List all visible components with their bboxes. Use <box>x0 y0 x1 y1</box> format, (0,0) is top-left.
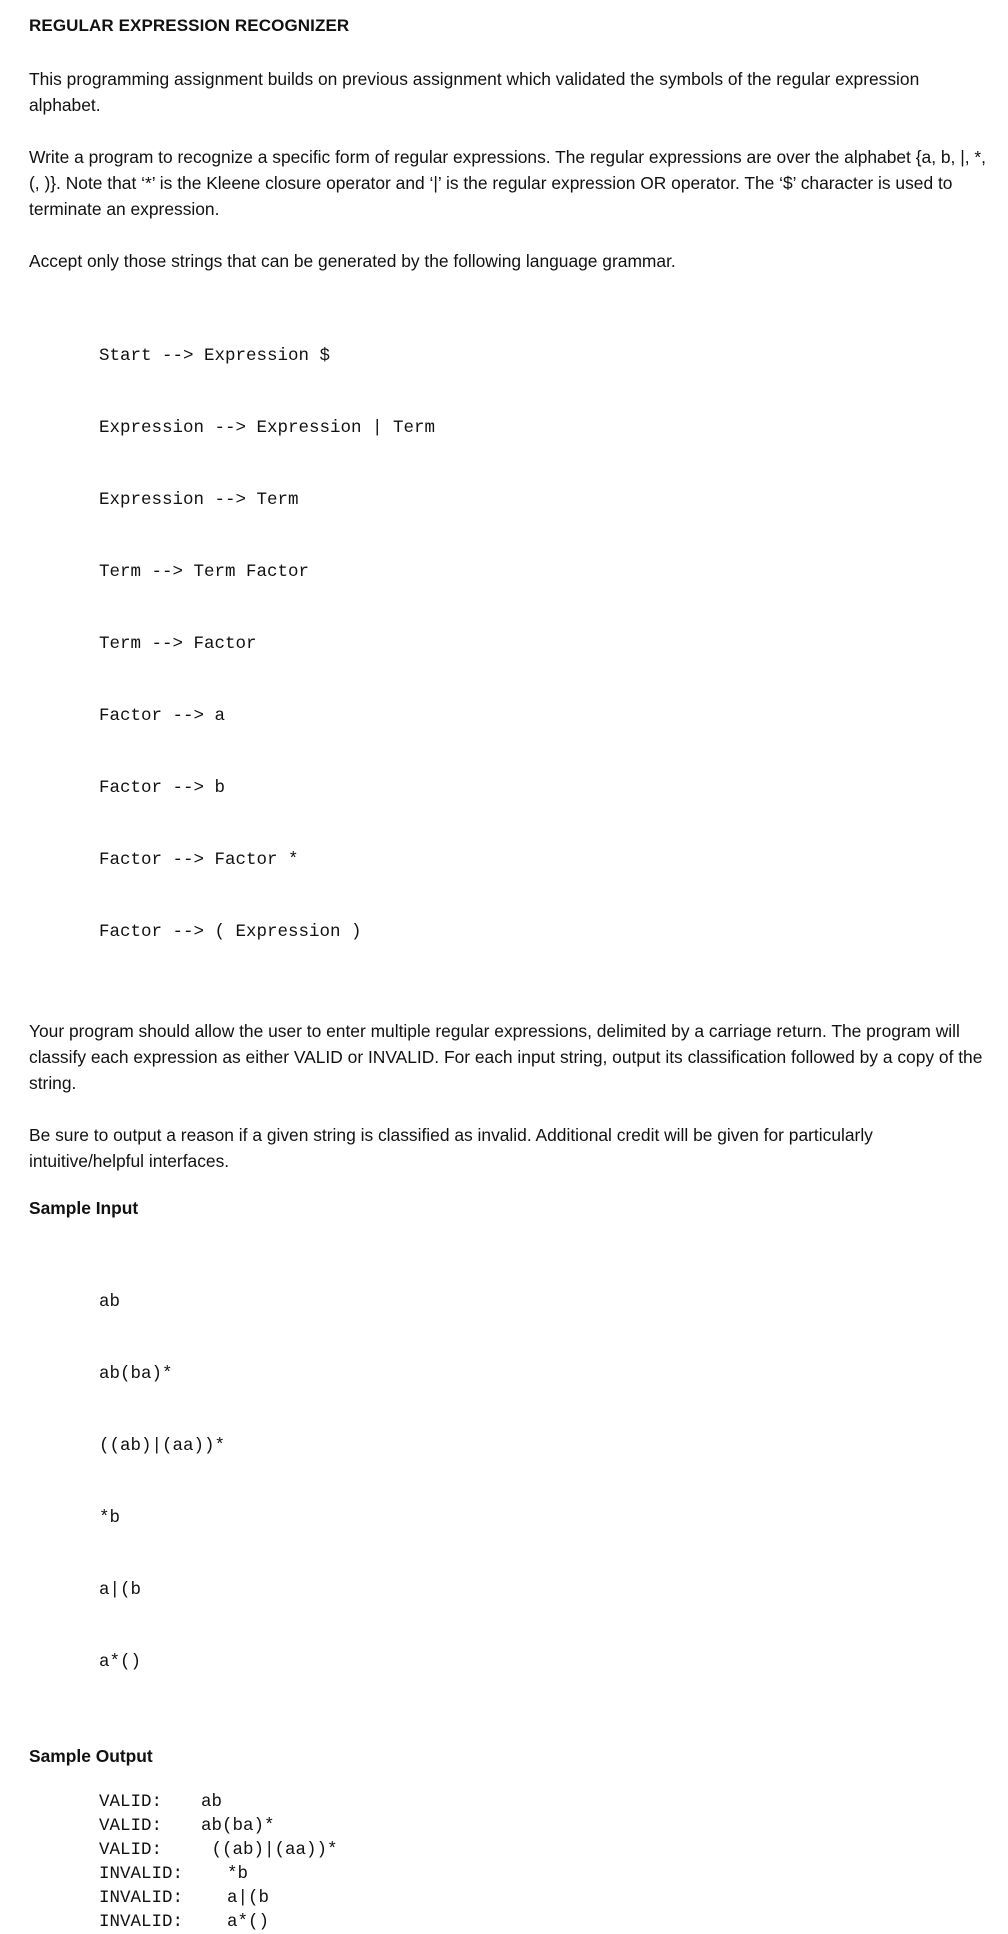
classification-label: VALID: <box>99 1816 163 1836</box>
classified-string: ab <box>201 1792 223 1812</box>
sample-output-row <box>99 1910 989 1934</box>
document <box>29 14 989 1934</box>
sample-output-row <box>99 1838 989 1862</box>
classified-string: ab(ba)* <box>201 1816 275 1836</box>
classification-label: INVALID: <box>99 1912 184 1932</box>
grammar-rule: Start --> Expression $ <box>99 346 331 366</box>
classification-label: INVALID: <box>99 1888 184 1908</box>
input-description-paragraph: Your program should allow the user to enter multiple regular expressions, delimited by a carriage return. The program will classify each expression as either VALID or INVALID. For each input string, output its classification followed by a copy of the string. <box>29 1021 983 1093</box>
grammar-rule: Term --> Factor <box>99 634 257 654</box>
sample-input-block <box>99 1242 989 1722</box>
grammar-rule: Factor --> b <box>99 778 226 798</box>
classified-string: *b <box>227 1864 249 1884</box>
intro-paragraph: This programming assignment builds on previous assignment which validated the symbols of the regular expression alphabet. <box>29 69 920 115</box>
sample-input-line: *b <box>99 1508 121 1528</box>
sample-output-row <box>99 1814 989 1838</box>
sample-input-line: a|(b <box>99 1580 142 1600</box>
accept-paragraph: Accept only those strings that can be generated by the following language grammar. <box>29 251 676 271</box>
sample-input-line: ((ab)|(aa))* <box>99 1436 226 1456</box>
sample-input-line: ab(ba)* <box>99 1364 173 1384</box>
task-paragraph: Write a program to recognize a specific form of regular expressions. The regular expressions are over the alphabet {a, b, |, *, (, )}. Note that ‘*’ is the Kleene closure operator and ‘|’ is the regular expression OR operator. The ‘$’ character is used to terminate an expression. <box>29 147 986 219</box>
grammar-rule: Term --> Term Factor <box>99 562 310 582</box>
sample-output-row <box>99 1862 989 1886</box>
grammar-rule: Factor --> ( Expression ) <box>99 922 362 942</box>
sample-output-row <box>99 1790 989 1814</box>
grammar-rule: Factor --> a <box>99 706 226 726</box>
classified-string: a*() <box>227 1912 270 1932</box>
sample-input-line: ab <box>99 1292 121 1312</box>
sample-output-block <box>99 1790 989 1934</box>
reason-paragraph: Be sure to output a reason if a given string is classified as invalid. Additional credit will be given for particularly intuitive/helpful interfaces. <box>29 1125 873 1171</box>
classified-string: ((ab)|(aa))* <box>201 1840 338 1860</box>
classification-label: VALID: <box>99 1792 163 1812</box>
sample-output-row <box>99 1886 989 1910</box>
grammar-rule: Expression --> Term <box>99 490 299 510</box>
sample-input-line: a*() <box>99 1652 142 1672</box>
classified-string: a|(b <box>227 1888 270 1908</box>
sample-input-heading: Sample Input <box>29 1198 139 1218</box>
grammar-block <box>99 296 989 992</box>
grammar-rule: Expression --> Expression | Term <box>99 418 436 438</box>
sample-output-heading: Sample Output <box>29 1746 153 1766</box>
document-title: REGULAR EXPRESSION RECOGNIZER <box>29 16 350 35</box>
classification-label: VALID: <box>99 1840 163 1860</box>
grammar-rule: Factor --> Factor * <box>99 850 299 870</box>
classification-label: INVALID: <box>99 1864 184 1884</box>
